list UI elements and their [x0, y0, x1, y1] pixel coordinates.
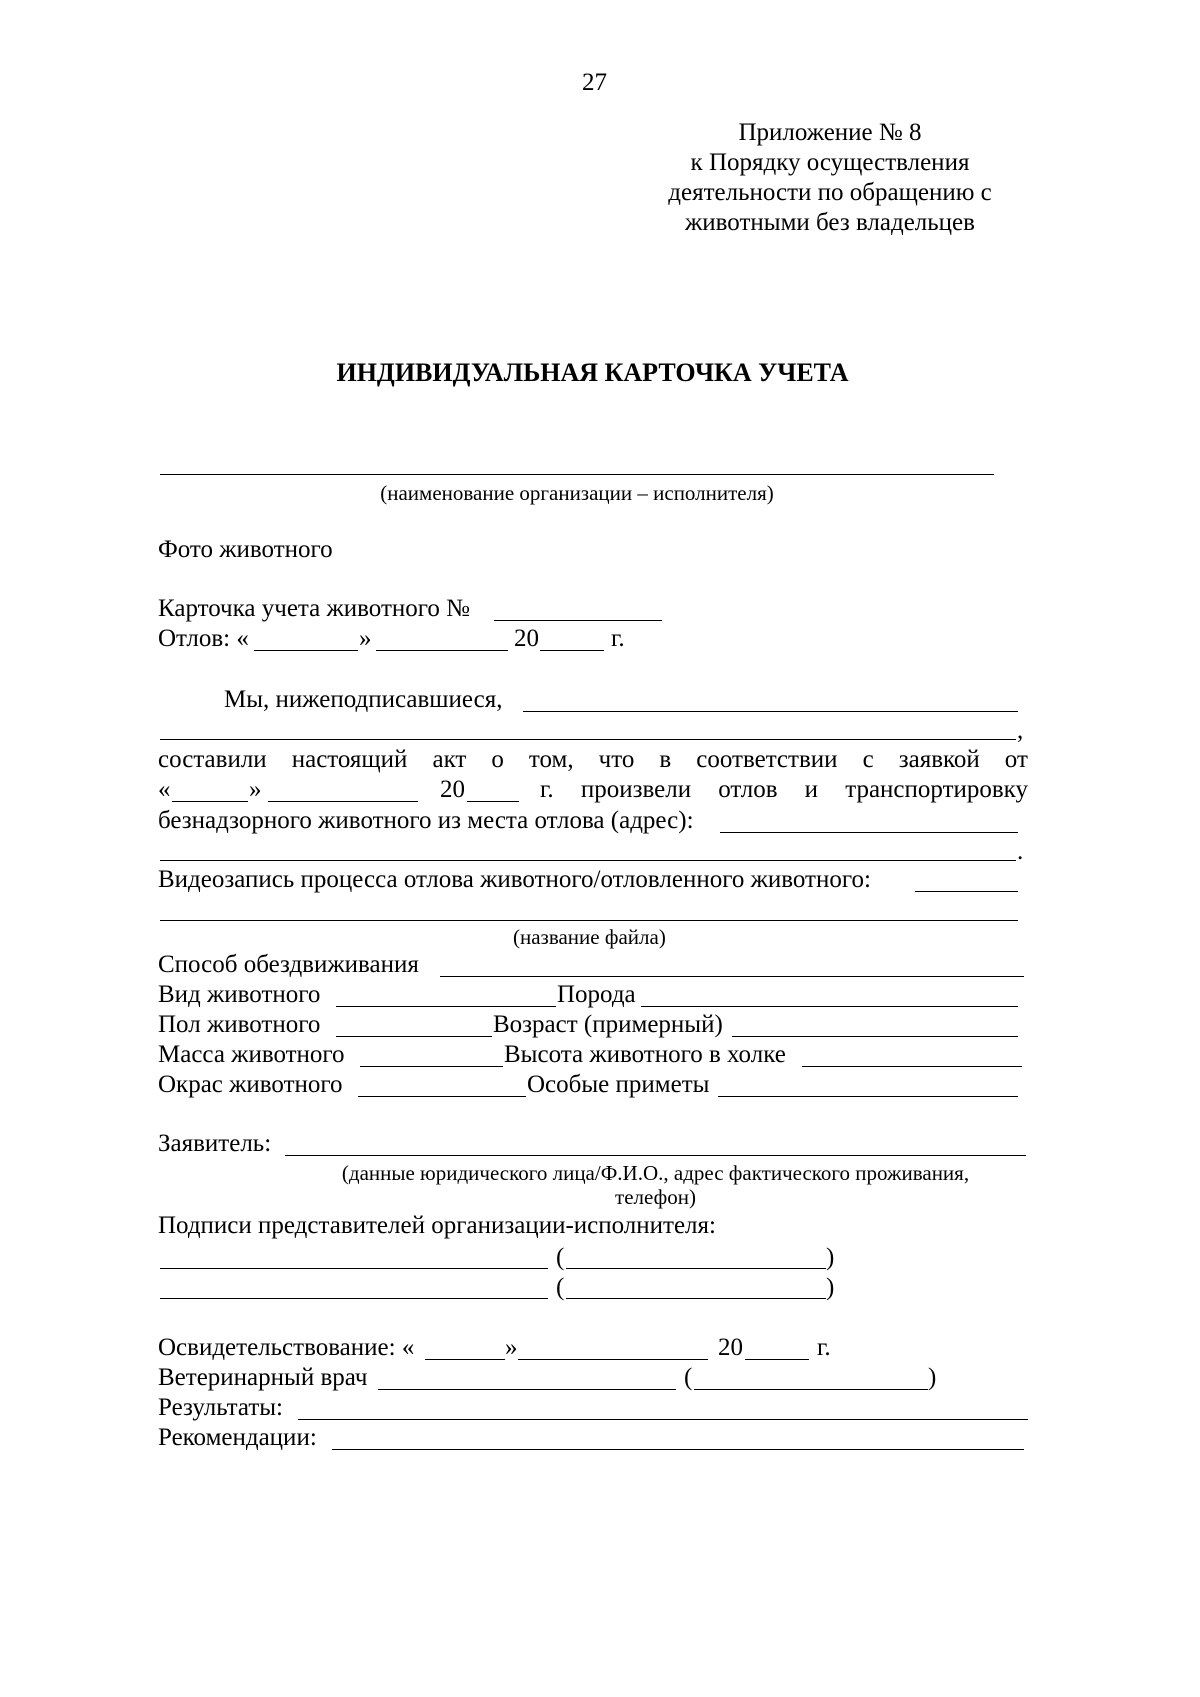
act-word: составили: [158, 746, 267, 773]
age-label: Возраст (примерный): [493, 1011, 723, 1038]
exam-month-line: [518, 1359, 708, 1360]
signature-name-line-1: [566, 1268, 826, 1269]
act-word: что: [598, 746, 635, 773]
height-label: Высота животного в холке: [504, 1041, 786, 1068]
color-label: Окрас животного: [158, 1071, 343, 1098]
act-word: настоящий: [291, 746, 408, 773]
signers-line-2: [160, 739, 1016, 740]
video-line-1: [915, 891, 1018, 892]
sex-line: [336, 1036, 492, 1037]
applicant-caption-1: (данные юридического лица/Ф.И.О., адрес фактического проживания,: [341, 1161, 970, 1185]
act-day-line: [172, 801, 248, 802]
act-month-line: [268, 801, 418, 802]
address-line-1: [720, 832, 1018, 833]
act-quote-close: »: [249, 776, 262, 803]
vet-paren-open: (: [684, 1364, 693, 1391]
act-word: от: [1004, 746, 1028, 773]
capture-year-line: [540, 650, 604, 651]
signature-name-line-2: [566, 1298, 826, 1299]
vet-paren-close: ): [928, 1364, 937, 1391]
document-title: ИНДИВИДУАЛЬНАЯ КАРТОЧКА УЧЕТА: [336, 358, 849, 387]
capture-month-line: [376, 650, 508, 651]
signature-line-1: [160, 1268, 548, 1269]
capture-quote-close: »: [359, 625, 372, 652]
applicant-label: Заявитель:: [158, 1130, 272, 1157]
video-line-2: [160, 920, 1018, 921]
address-line-2: [160, 860, 1016, 861]
act-paragraph-line-1: [158, 745, 1028, 774]
address-period: .: [1017, 838, 1024, 865]
signature-line-2: [160, 1298, 548, 1299]
appendix-line-1: Приложение № 8: [738, 119, 922, 146]
act-word: отлов: [718, 776, 778, 803]
exam-year-prefix: 20: [718, 1334, 743, 1361]
act-word: в: [659, 746, 672, 773]
capture-year-suffix: г.: [611, 625, 625, 652]
act-quote-open: «: [158, 776, 171, 803]
breed-line: [641, 1006, 1018, 1007]
results-line: [298, 1419, 1028, 1420]
act-word: акт: [432, 746, 467, 773]
species-label: Вид животного: [158, 981, 321, 1008]
exam-label: Освидетельствование: «: [158, 1334, 415, 1361]
exam-day-line: [425, 1359, 505, 1360]
capture-year-prefix: 20: [514, 625, 539, 652]
act-word: транспортировку: [845, 776, 1028, 803]
exam-year-suffix: г.: [817, 1334, 831, 1361]
signers-line-1: [523, 711, 1018, 712]
signed-intro: Мы, нижеподписавшиеся,: [224, 686, 503, 713]
act-word: соответствии: [696, 746, 838, 773]
vet-name-line: [694, 1389, 928, 1390]
signature-paren-open-1: (: [556, 1244, 565, 1271]
video-label: Видеозапись процесса отлова животного/отловленного животного:: [158, 866, 871, 893]
act-word: г.: [540, 776, 554, 803]
breed-label: Порода: [557, 981, 636, 1008]
signature-paren-close-1: ): [826, 1244, 835, 1271]
results-label: Результаты:: [158, 1394, 283, 1421]
act-paragraph-line-2: [540, 775, 1028, 804]
act-year-line: [467, 801, 519, 802]
signatures-label: Подписи представителей организации-исполнителя:: [158, 1212, 716, 1239]
act-word: произвели: [580, 776, 692, 803]
exam-quote-close: »: [505, 1334, 518, 1361]
card-number-line: [494, 620, 662, 621]
weight-line: [360, 1066, 503, 1067]
act-word: с: [862, 746, 874, 773]
weight-label: Масса животного: [158, 1041, 345, 1068]
signers-comma: ,: [1017, 717, 1024, 744]
appendix-line-4: животными без владельцев: [685, 209, 975, 236]
immobilization-line: [440, 976, 1024, 977]
species-line: [336, 1006, 556, 1007]
appendix-line-3: деятельности по обращению с: [668, 179, 992, 206]
card-number-label: Карточка учета животного №: [158, 595, 470, 622]
act-word: заявкой: [898, 746, 980, 773]
vet-label: Ветеринарный врач: [158, 1364, 368, 1391]
age-line: [732, 1036, 1018, 1037]
appendix-line-2: к Порядку осуществления: [690, 149, 970, 176]
file-caption: (название файла): [513, 925, 666, 949]
org-name-line: [160, 474, 994, 475]
page-number: 27: [582, 69, 607, 96]
immobilization-label: Способ обездвиживания: [158, 951, 419, 978]
signature-paren-close-2: ): [826, 1274, 835, 1301]
color-line: [358, 1096, 526, 1097]
vet-signature-line: [378, 1389, 676, 1390]
address-label: безнадзорного животного из места отлова (адрес):: [158, 807, 694, 834]
act-word: том,: [528, 746, 574, 773]
sex-label: Пол животного: [158, 1011, 321, 1038]
height-line: [802, 1066, 1022, 1067]
recommendations-line: [332, 1449, 1024, 1450]
recommendations-label: Рекомендации:: [158, 1424, 317, 1451]
capture-label: Отлов: «: [158, 625, 249, 652]
act-year-prefix: 20: [440, 776, 465, 803]
applicant-caption-2: телефон): [615, 1185, 696, 1209]
signature-paren-open-2: (: [556, 1274, 565, 1301]
act-word: и: [804, 776, 819, 803]
act-word: о: [491, 746, 504, 773]
org-name-caption: (наименование организации – исполнителя): [380, 481, 774, 505]
photo-label: Фото животного: [158, 536, 333, 563]
marks-line: [718, 1096, 1018, 1097]
capture-day-line: [254, 650, 358, 651]
applicant-line: [285, 1155, 1026, 1156]
exam-year-line: [745, 1359, 809, 1360]
marks-label: Особые приметы: [527, 1071, 710, 1098]
